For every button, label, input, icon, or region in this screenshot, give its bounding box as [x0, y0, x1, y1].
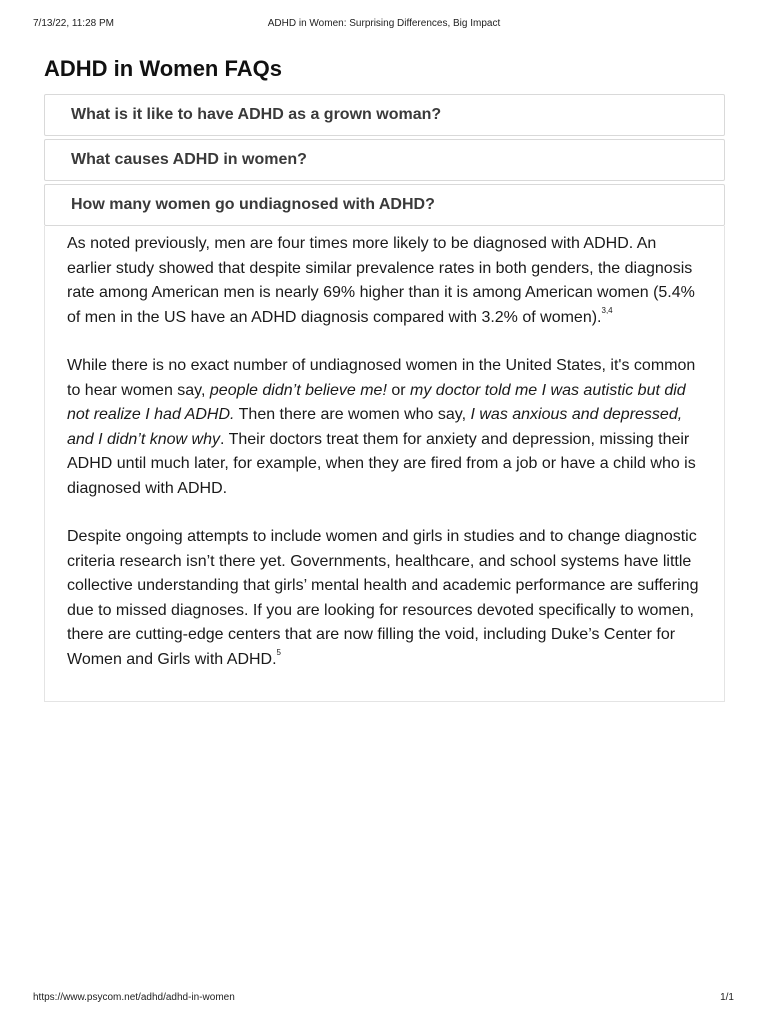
- quote-text: my doctor told me I was autistic but did not realize I had ADHD.: [67, 381, 686, 423]
- print-page-number: 1/1: [720, 992, 734, 1003]
- quote-text: people didn’t believe me!: [209, 381, 387, 399]
- answer-paragraph-3: [67, 525, 702, 672]
- answer-text: While there is no exact number of undiagnosed women in the United States, it's common to hear women say,: [67, 357, 696, 399]
- answer-paragraph-2: [67, 354, 702, 501]
- answer-text: . Their doctors treat them for anxiety and depression, missing their ADHD until much later, for example, when they are fired from a job or have a child who is diagnosed with ADHD.: [67, 430, 696, 497]
- faq-answer-panel: [44, 226, 725, 702]
- answer-paragraph-1-text: As noted previously, men are four times more likely to be diagnosed with ADHD. An earlier study showed that despite similar prevalence rates in both genders, the diagnosis rate among American men is nearly 69% higher than it is among American women (5.4% of men in the US have an ADHD diagnosis compared with 3.2% of women).: [67, 235, 695, 326]
- print-url: https://www.psycom.net/adhd/adhd-in-women: [33, 992, 235, 1003]
- page-title: ADHD in Women FAQs: [44, 56, 282, 81]
- answer-paragraph-1: [67, 232, 702, 330]
- answer-text: Then there are women who say,: [234, 406, 471, 423]
- print-doc-title: ADHD in Women: Surprising Differences, Big Impact: [267, 18, 501, 29]
- faq-accordion: [44, 94, 725, 702]
- quote-text: I was anxious and depressed, and I didn’t know why: [67, 406, 683, 448]
- answer-text: or: [386, 381, 411, 399]
- citation-ref: 3,4: [601, 305, 613, 315]
- faq-question-undiagnosed[interactable]: How many women go undiagnosed with ADHD?: [44, 184, 725, 226]
- citation-ref: 5: [276, 647, 281, 657]
- answer-paragraph-3-text: Despite ongoing attempts to include women and girls in studies and to change diagnostic criteria research isn’t there yet. Governments, healthcare, and school systems have little collective understanding that girls’ mental health and academic performance are suffering due to missed diagnoses. If you are looking for resources devoted specifically to women, there are cutting-edge centers that are now filling the void, including Duke’s Center for Women and Girls with ADHD.: [67, 528, 699, 668]
- print-datetime: 7/13/22, 11:28 PM: [33, 18, 114, 29]
- faq-question-causes[interactable]: What causes ADHD in women?: [44, 139, 725, 181]
- faq-question-adult-experience[interactable]: What is it like to have ADHD as a grown woman?: [44, 94, 725, 136]
- print-header: [0, 18, 768, 32]
